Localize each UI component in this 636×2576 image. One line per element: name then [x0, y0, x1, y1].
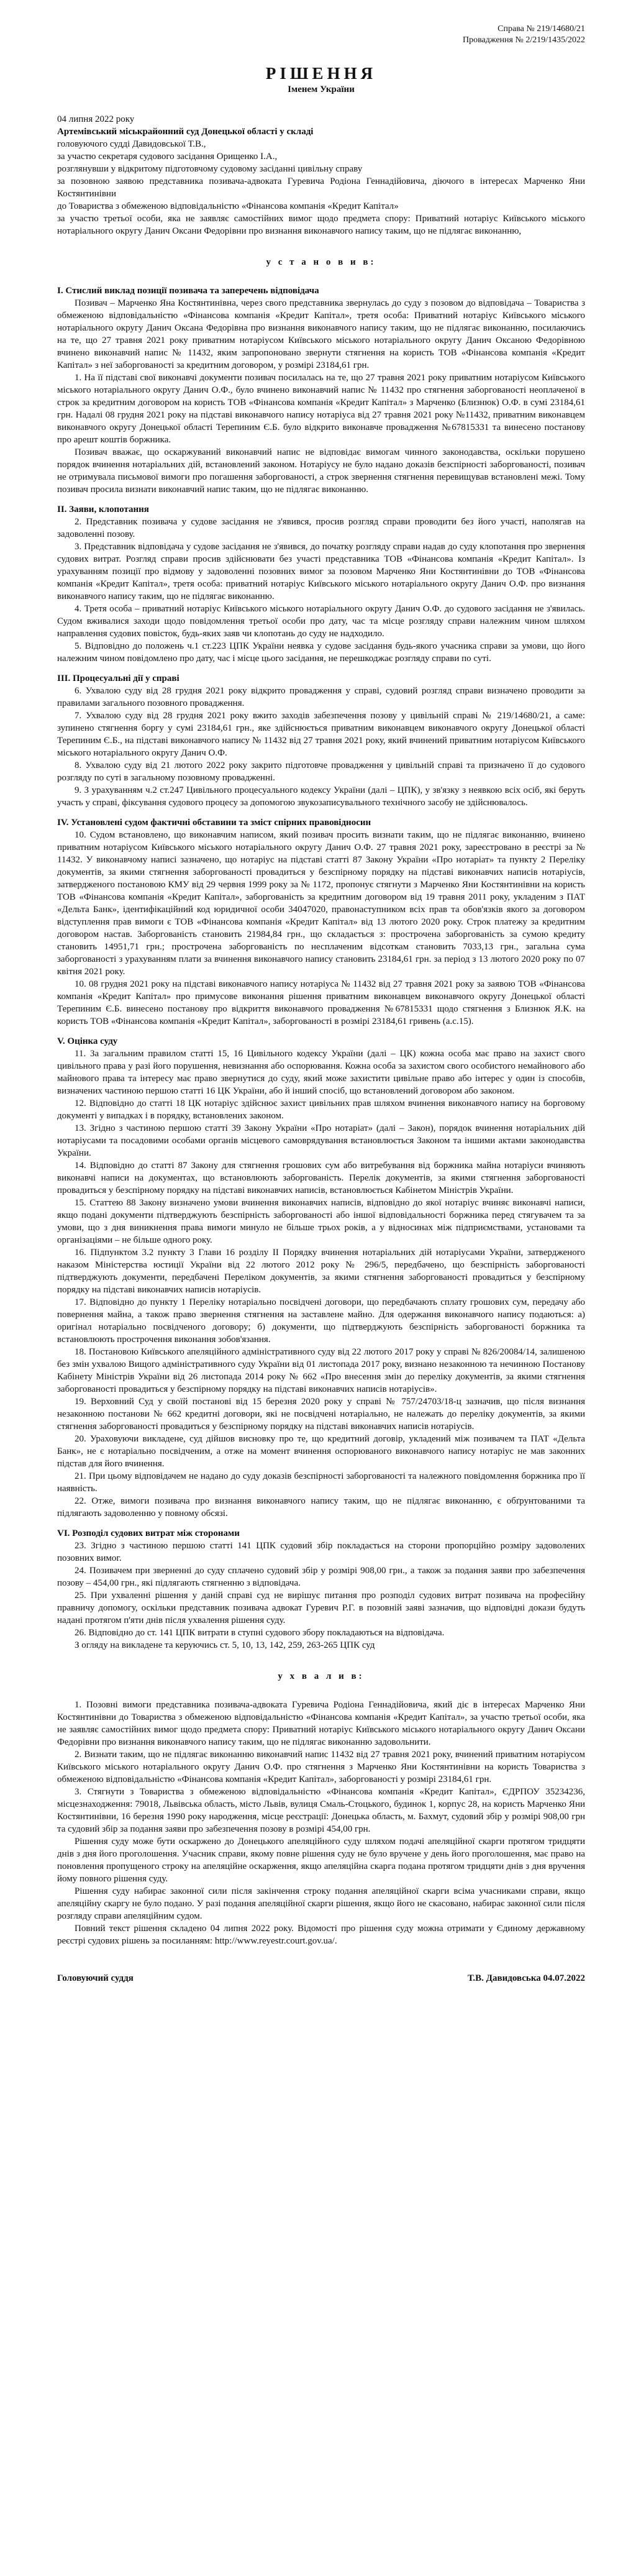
paragraph: 10. 08 грудня 2021 року на підставі виконавчого напису нотаріуса № 11432 від 27 травня 2021 року за заявою ТОВ «Фінансова компанія «Кредит Капітал» про примусове виконання рішення приватним виконавцем виконавчого округу Донецької області Терепиним Є.Б. винесено постанову про відкриття виконавчого провадження №67815331 щодо стягнення з Близнюк Я.К. на користь ТОВ «Фінансова компанія «Кредит Капітал», заборгованості в розмірі 23184,61 гривень (а.с.15). [57, 979, 585, 1026]
paragraph: 3. Представник відповідача у судове засідання не з'явився, до початку розгляду справи надав до суду клопотання про звернення судових витрат. Розгляд справи просив здійснювати без участі представника ТОВ «Фінансова компанія «Кредит Капітал». Із урахуванням позиції про відмову у задоволенні позовних вимог за позовом Марченко Яни Костянтинівни до ТОВ «Фінансова компанія «Кредит Капітал», третя особа: приватний нотаріус Київського міського нотаріального округу Данич О.Ф. про визнання виконавчого напису таким, що не підлягає виконанню. [57, 542, 585, 601]
paragraph: 13. Згідно з частиною першою статті 39 Закону України «Про нотаріат» (далі – Закон), порядок вчинення нотаріальних дій нотаріусами та посадовими особами органів місцевого самоврядування встановлюється Законом та іншими актами законодавства України. [57, 1123, 585, 1158]
paragraph: Позивач вважає, що оскаржуваний виконавчий напис не відповідає вимогам чинного законодавства, оскільки порушено порядок вчинення нотаріальних дій, встановлений законом. Нотаріусу не було надано доказів безспірності заборгованості, позивач не отримувала письмової вимоги про погашення заборгованості, а строк звернення стягнення перевищував встановлені межі. Тому позивач просила визнати виконавчий напис таким, що не підлягає виконанню. [57, 447, 585, 495]
decided-heading: у х в а л и в: [278, 1671, 365, 1681]
paragraph: 22. Отже, вимоги позивача про визнання виконавчого напису таким, що не підлягає виконанню, є обґрунтованими та підлягають задоволенню у повному обсязі. [57, 1496, 585, 1519]
paragraph: 11. За загальним правилом статті 15, 16 Цивільного кодексу України (далі – ЦК) кожна особа має право на захист свого цивільного права у разі його порушення, невизнання або оспорювання. Кожна особа за захистом свого особистого немайнового або майнового права та інтересу має право звернутися до суду, який може захистити цивільне право або інтерес у один із способів, визначених частиною першою статті 16 ЦК України, або й інший спосіб, що встановлений договором або законом. [57, 1049, 585, 1096]
court-intro-line: Артемівський міськрайонний суд Донецької області у складі [57, 127, 314, 137]
court-intro-line: за позовною заявою представника позивача-адвоката Гуревича Родіона Геннадійовича, діючого в інтересах Марченко Яни Костянтинівни [57, 176, 585, 199]
court-decision [57, 24, 585, 1985]
resolution-item: Повний текст рішення складено 04 липня 2022 року. Відомості про рішення суду можна отримати у Єдиному державному реєстрі судових рішень за посиланням: http://www.reyestr.court.gov.ua/. [57, 1924, 585, 1946]
section-heading: ІІ. Заяви, клопотання [57, 505, 149, 514]
paragraph: 8. Ухвалою суду від 21 лютого 2022 року закрито підготовче провадження у цивільній справі та призначено її до судового розгляду по суті в загальному позовному провадженні. [57, 760, 585, 783]
resolution-item: 2. Визнати таким, що не підлягає виконанню виконавчий напис 11432 від 27 травня 2021 року, вчинений приватним нотаріусом Київського міського нотаріального округу Данич О.Ф. про стягнення з Марченко Яни Костянтинівни на користь Товариства з обмеженою відповідальністю «Фінансова компанія «Кредит Капітал», заборгованості у розмірі 23184,61 грн. [57, 1750, 585, 1784]
paragraph: З огляду на викладене та керуючись ст. 5, 10, 13, 142, 259, 263-265 ЦПК суд [75, 1640, 375, 1650]
document-subtitle: Іменем України [288, 84, 355, 94]
paragraph: 16. Підпунктом 3.2 пункту 3 Глави 16 розділу II Порядку вчинення нотаріальних дій нотаріусами України, затвердженого наказом Міністерства юстиції України від 22 лютого 2012 року № 296/5, передбачено, що безспірність заборгованості підтверджують документи, передбачені Переліком документів, за якими стягнення заборгованості провадиться у безспірному порядку на підставі виконавчих написів нотаріусів. [57, 1248, 585, 1295]
section-heading: VI. Розподіл судових витрат між сторонами [57, 1528, 240, 1538]
section-heading: V. Оцінка суду [57, 1036, 118, 1046]
paragraph: 24. Позивачем при зверненні до суду сплачено судовий збір у розмірі 908,00 грн., а також за подання заяви про забезпечення позову – 454,00 грн., які підлягають стягненню з відповідача. [57, 1566, 585, 1588]
paragraph: 17. Відповідно до пункту 1 Переліку нотаріально посвідчені договори, що передбачають сплату грошових сум, передачу або повернення майна, а також право звернення стягнення на заставлене майно. Для одержання виконавчого напису подаються: а) оригінал нотаріально посвідченого договору; б) документи, що підтверджують безспірність заборгованості боржника та встановлюють прострочення виконання зобов'язання. [57, 1297, 585, 1345]
paragraph: 19. Верховний Суд у своїй постанові від 15 березня 2020 року у справі № 757/24703/18-ц зазначив, що після визнання незаконною постанови № 662 кредитні договори, які не посвідчені нотаріально, не належать до переліку документів, за якими стягнення заборгованості провадиться у безспірному порядку на підставі виконавчих написів нотаріусів. [57, 1397, 585, 1432]
case-header [57, 24, 585, 46]
decision-date: 04 липня 2022 року [57, 114, 135, 124]
court-intro-line: до Товариства з обмеженою відповідальністю «Фінансова компанія «Кредит Капітал» [57, 201, 399, 211]
resolution-item: 3. Стягнути з Товариства з обмеженою відповідальністю «Фінансова компанія «Кредит Капітал», ЄДРПОУ 35234236, місцезнаходження: 79018, Львівська область, місто Львів, вулиця Смаль-Стоцького, будинок 1, корпус 28, на користь Марченко Яни Костянтинівни, 16 березня 1990 року народження, місце реєстрації: Донецька область, м. Бахмут, судовий збір у розмірі 908,00 грн та судовий збір за подання заяви про забезпечення позову в розмірі 454,00 грн. [57, 1787, 585, 1834]
paragraph: 5. Відповідно до положень ч.1 ст.223 ЦПК України неявка у судове засідання будь-якого учасника справи за умови, що його належним чином повідомлено про дату, час і місце цього засідання, не перешкоджає розгляду справи по суті. [57, 641, 585, 664]
paragraph: 2. Представник позивача у судове засідання не з'явився, просив розгляд справи проводити без його участі, наполягав на задоволенні позову. [57, 517, 585, 539]
paragraph: 23. Згідно з частиною першою статті 141 ЦПК судовий збір покладається на сторони пропорційно розміру задоволених позовних вимог. [57, 1541, 585, 1563]
resolution-item: Рішення суду набирає законної сили після закінчення строку подання апеляційної скарги всіма учасниками справи, якщо апеляційну скаргу не було подано. У разі подання апеляційної скарги рішення, якщо його не скасовано, набирає законної сили після розгляду справи апеляційним судом. [57, 1886, 585, 1921]
resolution-item: Рішення суду може бути оскаржено до Донецького апеляційного суду шляхом подачі апеляційної скарги протягом тридцяти днів з дня його проголошення. Учасник справи, якому повне рішення суду не було вручене у день його проголошення, має право на поновлення пропущеного строку на апеляційне оскарження, якщо апеляційна скарга подана протягом тридцяти днів з дня вручення йому повного рішення суду. [57, 1837, 585, 1884]
section-heading: IV. Установлені судом фактичні обставини та зміст спірних правовідносин [57, 818, 371, 828]
paragraph: 9. З урахуванням ч.2 ст.247 Цивільного процесуального кодексу України (далі – ЦПК), у зв'язку з неявкою всіх осіб, які беруть участь у справі, фіксування судового процесу за допомогою звукозаписувального технічного засобу не здійснювалось. [57, 785, 585, 808]
paragraph: 20. Ураховуючи викладене, суд дійшов висновку про те, що кредитний договір, укладений між позивачем та ПАТ «Дельта Банк», не є нотаріально посвідченим, а отже на момент вчинення оспорюваного виконавчого напису нотаріус не мав законних підстав для його вчинення. [57, 1434, 585, 1469]
paragraph: 25. При ухваленні рішення у даній справі суд не вирішує питання про розподіл судових витрат позивача на професійну правничу допомогу, оскільки представник позивача адвокат Гуревич Р.Г. в позовній заяві зазначив, що відповідні докази будуть надані протягом п'яти днів після ухвалення рішення суду. [57, 1591, 585, 1625]
section-heading: І. Стислий виклад позиції позивача та заперечень відповідача [57, 286, 319, 296]
paragraph: 14. Відповідно до статті 87 Закону для стягнення грошових сум або витребування від боржника майна нотаріуси вчиняють виконавчі написи на документах, що встановлюють заборгованість. Перелік документів, за якими стягнення заборгованості провадиться у безспірному порядку на підставі виконавчих написів, встановлюється Кабінетом Міністрів України. [57, 1161, 585, 1195]
court-intro-line: за участю секретаря судового засідання Орищенко І.А., [57, 152, 278, 162]
signature-name: Т.В. Давидовська 04.07.2022 [467, 1973, 585, 1983]
paragraph: 15. Статтею 88 Закону визначено умови вчинення виконавчих написів, відповідно до якої нотаріус вчиняє виконавчі написи, якщо подані документи підтверджують безспірність заборгованості або іншої відповідальності боржника перед стягувачем та за умови, що з дня виникнення права вимоги минуло не більше трьох років, а у відносинах між підприємствами, установами та організаціями – не більше одного року. [57, 1198, 585, 1245]
resolution-item: 1. Позовні вимоги представника позивача-адвоката Гуревича Родіона Геннадійовича, який діє в інтересах Марченко Яни Костянтинівни до Товариства з обмеженою відповідальністю «Фінансова компанія «Кредит Капітал», за участю третьої особи, яка не заявляє самостійних вимог щодо предмета спору: Приватний нотаріус Київського міського нотаріального округу Данич Оксани Федорівни про визнання виконавчого напису таким, що не підлягає виконанню задовольнити. [57, 1700, 585, 1747]
paragraph: 4. Третя особа – приватний нотаріус Київського міського нотаріального округу Данич О.Ф. до судового засідання не з'явилась. Судом вживалися заходи щодо повідомлення третьої особи про дату, час та місце розгляду справи належним чином шляхом направлення судових повісток, будь-яких заяв чи клопотань до суду не надходило. [57, 604, 585, 639]
court-intro-line: розглянувши у відкритому підготовчому судовому засіданні цивільну справу [57, 164, 363, 174]
proceeding-number: Провадження № 2/219/1435/2022 [462, 35, 585, 45]
paragraph: Позивач – Марченко Яна Костянтинівна, через свого представника звернулась до суду з позовом до відповідача – Товариства з обмеженою відповідальністю «Фінансова компанія «Кредит Капітал», третя особа: Приватний нотаріус Київського міського нотаріального округу Данич Оксана Федорівна про визнання виконавчого напису таким, що не підлягає виконанню, посилаючись на те, що 27 травня 2021 року приватним нотаріусом Київського міського нотаріального округу Данич Оксаною Федорівною вчинено виконавчий напис № 11432, яким запропоновано звернути стягнення на користь ТОВ «Фінансова компанія «Кредит Капітал» з неї заборгованості за кредитним договором, у розмірі 23184,61 грн. [57, 298, 585, 370]
established-heading: у с т а н о в и в: [266, 257, 376, 267]
signature-block [57, 1972, 585, 1985]
paragraph: 7. Ухвалою суду від 28 грудня 2021 року вжито заходів забезпечення позову у цивільній справі № 219/14680/21, а саме: зупинено стягнення боргу у сумі 23184,61 грн., яке здійснюється приватним виконавцем виконавчого округу Донецької області Терепиним Є.Б., на підставі виконавчого напису № 11432 від 27 травня 2021 року, який вчинений приватним нотаріусом Київського міського нотаріального округу Данич О.Ф. [57, 711, 585, 758]
court-intro-line: за участю третьої особи, яка не заявляє самостійних вимог щодо предмета спору: Приватний нотаріус Київського міського нотаріального округу Данич Оксани Федорівни про визнання виконавчого напису таким, що не підлягає виконанню, [57, 214, 585, 236]
paragraph: 6. Ухвалою суду від 28 грудня 2021 року відкрито провадження у справі, судовий розгляд справи визначено проводити за правилами загального позовного провадження. [57, 686, 585, 708]
paragraph: 12. Відповідно до статті 18 ЦК нотаріус здійснює захист цивільних прав шляхом вчинення виконавчого напису на борговому документі у випадках і в порядку, встановлених законом. [57, 1098, 585, 1121]
paragraph: 18. Постановою Київського апеляційного адміністративного суду від 22 лютого 2017 року у справі № 826/20084/14, залишеною без змін ухвалою Вищого адміністративного суду України від 01 листопада 2017 року, визнано незаконною та нечинною Постанову Кабінету Міністрів України від 26 листопада 2014 року № 662 «Про внесення змін до переліку документів, за якими стягнення заборгованості провадиться у безспірному порядку на підставі виконавчих написів нотаріусів». [57, 1347, 585, 1394]
signature-role: Головуючий суддя [57, 1973, 134, 1983]
paragraph: 21. При цьому відповідачем не надано до суду доказів безспірності заборгованості та належного повідомлення боржника про її наявність. [57, 1471, 585, 1494]
document-title: РІШЕННЯ [265, 64, 377, 83]
court-intro-line: головуючого судді Давидовської Т.В., [57, 139, 206, 149]
case-number: Справа № 219/14680/21 [497, 24, 585, 34]
section-heading: ІІІ. Процесуальні дії у справі [57, 674, 179, 683]
paragraph: 26. Відповідно до ст. 141 ЦПК витрати в ступні судового збору покладаються на відповідача. [75, 1628, 445, 1638]
paragraph: 10. Судом встановлено, що виконавчим написом, який позивач просить визнати таким, що не підлягає виконанню, вчинено приватним нотаріусом Київського міського нотаріального округу Данич О.Ф. 27 травня 2021 року, зареєстровано в реєстрі за № 11432. У виконавчому написі зазначено, що нотаріус на підставі статті 87 Закону України «Про нотаріат» та пункту 2 Переліку документів, за якими стягнення заборгованості провадиться у безспірному порядку на підставі виконавчих написів нотаріусів, затвердженого постановою КМУ від 29 червня 1999 року за № 1172, пропонує стягнути з Марченко Яни Костянтинівни на користь ТОВ «Фінансова компанія «Кредит Капітал», заборгованість за кредитним договором від 19 травня 2011 року, укладеним з ПАТ «Дельта Банк», ідентифікаційний код юридичної особи 34047020, правонаступником всіх прав та обов'язків якого за договором відступлення прав вимоги є ТОВ «Фінансова компанія «Кредит Капітал» від 13 лютого 2020 року. Строк платежу за кредитним договором настав. Заборгованість становить 21984,84 грн., що складається з: прострочена заборгованість за сумою кредиту становить 14951,71 грн.; прострочена заборгованість по несплаченим відсоткам становить 7033,13 грн., загальна сума заборгованості з урахуванням плати за вчинення виконавчого напису становить 23184,61 грн. за період з 13 лютого 2020 року по 07 квітня 2021 року. [57, 830, 585, 977]
paragraph: 1. На її підставі свої виконавчі документи позивач посилалась на те, що 27 травня 2021 року приватним нотаріусом Київського міського нотаріального округу Данич О.Ф., було вчинено виконавчий напис № 11432 про стягнення заборгованості неоплаченої в строк за кредитним договором на користь ТОВ «Фінансова компанія «Кредит Капітал» з Марченко (Близнюк) О.Ф. в сумі 23184,61 грн. Надалі 08 грудня 2021 року на підставі виконавчого напису нотаріуса від 27 травня 2021 року №11432, приватним виконавцем виконавчого округу Донецької області Терепиним Є.Б. було відкрито виконавче провадження №67815331 та винесено постанову про арешт коштів боржника. [57, 373, 585, 445]
